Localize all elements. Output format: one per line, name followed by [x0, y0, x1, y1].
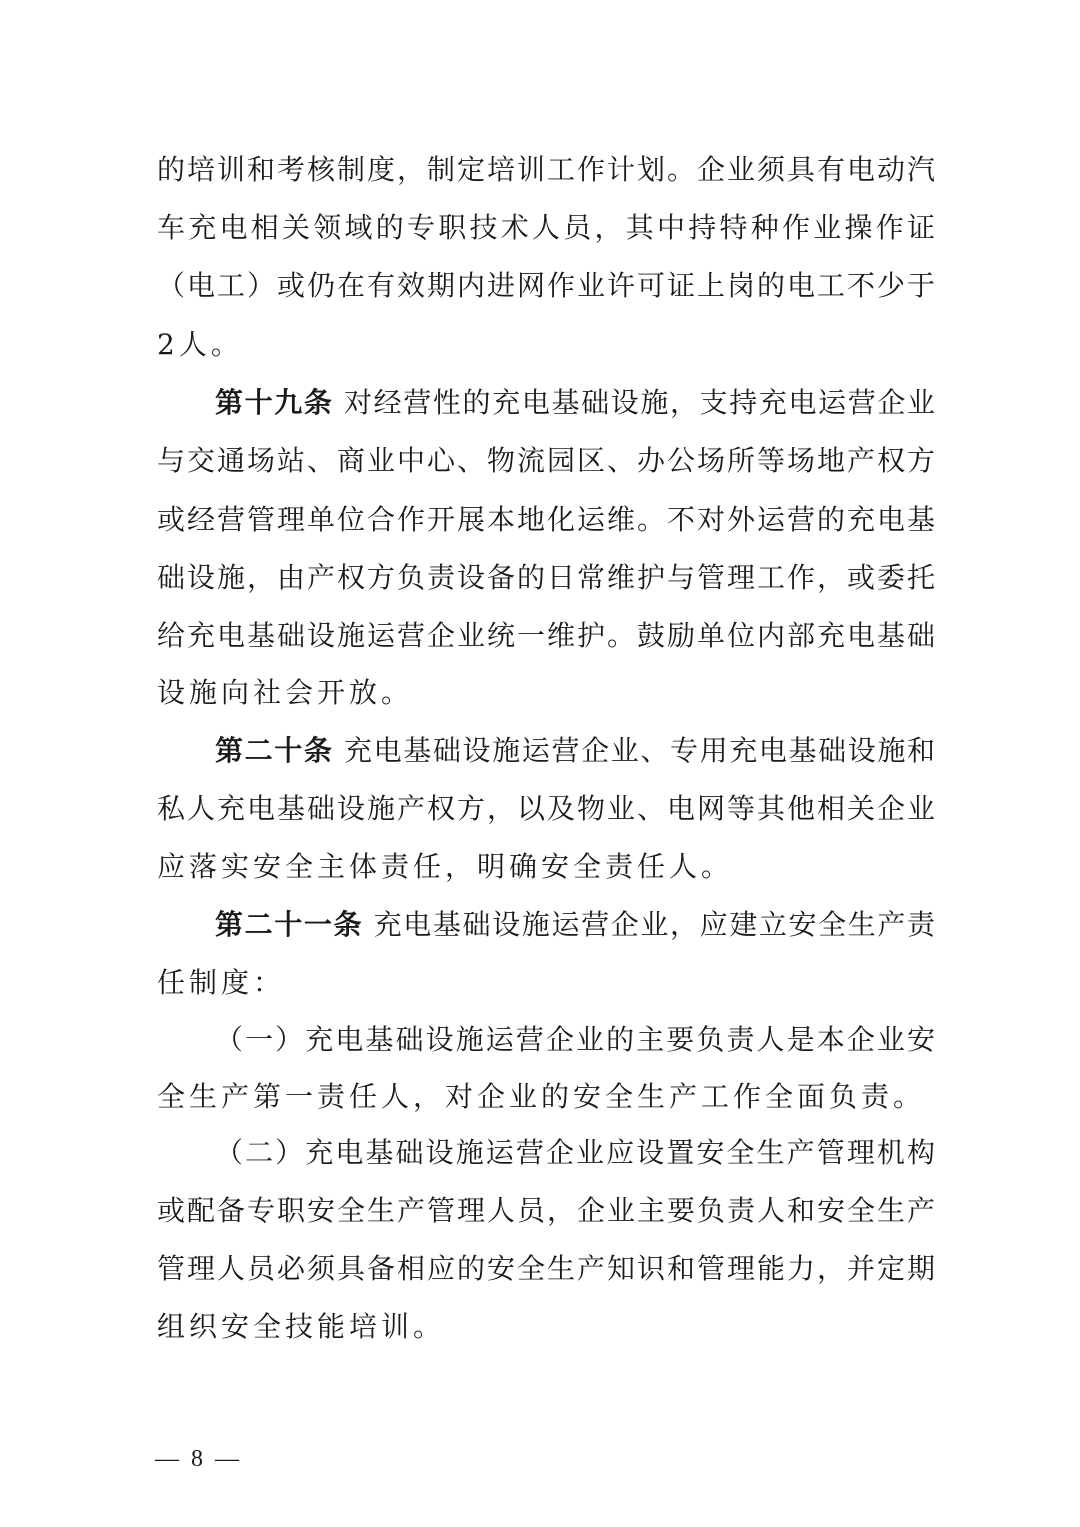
text-line: 的培训和考核制度，制定培训工作计划。企业须具有电动汽	[157, 153, 935, 186]
article-heading: 第十九条	[215, 386, 334, 419]
text: 充电基础设施运营企业，应建立安全生产责	[373, 908, 935, 941]
text-line: （二）充电基础设施运营企业应设置安全生产管理机构	[215, 1136, 935, 1169]
text-line: 全生产第一责任人，对企业的安全生产工作全面负责。	[157, 1080, 926, 1113]
text-line: 组织安全技能培训。	[157, 1310, 446, 1343]
text-line: 给充电基础设施运营企业统一维护。鼓励单位内部充电基础	[157, 619, 935, 652]
text: 充电基础设施运营企业、专用充电基础设施和	[344, 734, 935, 767]
text-line: 2人。	[157, 328, 243, 361]
text-line: 础设施，由产权方负责设备的日常维护与管理工作，或委托	[157, 561, 935, 594]
text-line: 或配备专职安全生产管理人员，企业主要负责人和安全生产	[157, 1194, 935, 1227]
text-line: 私人充电基础设施产权方，以及物业、电网等其他相关企业	[157, 792, 935, 825]
article-20-first-line	[215, 733, 935, 769]
page-number: — 8 —	[155, 1446, 239, 1472]
article-heading: 第二十一条	[215, 908, 364, 941]
text-line: 或经营管理单位合作开展本地化运维。不对外运营的充电基	[157, 503, 935, 536]
text-line: 设施向社会开放。	[157, 676, 414, 709]
text-line: （一）充电基础设施运营企业的主要负责人是本企业安	[215, 1023, 935, 1056]
text-line: 与交通场站、商业中心、物流园区、办公场所等场地产权方	[157, 444, 935, 477]
text-line: 应落实安全主体责任，明确安全责任人。	[157, 850, 734, 883]
text-line: 车充电相关领域的专职技术人员，其中持特种作业操作证	[157, 211, 935, 244]
text: 对经营性的充电基础设施，支持充电运营企业	[344, 386, 935, 419]
article-19-first-line	[215, 385, 935, 421]
text-line: 管理人员必须具备相应的安全生产知识和管理能力，并定期	[157, 1252, 935, 1285]
article-21-first-line	[215, 907, 935, 943]
text-line: （电工）或仍在有效期内进网作业许可证上岗的电工不少于	[157, 269, 935, 302]
article-heading: 第二十条	[215, 734, 334, 767]
text-line: 任制度：	[157, 966, 286, 999]
